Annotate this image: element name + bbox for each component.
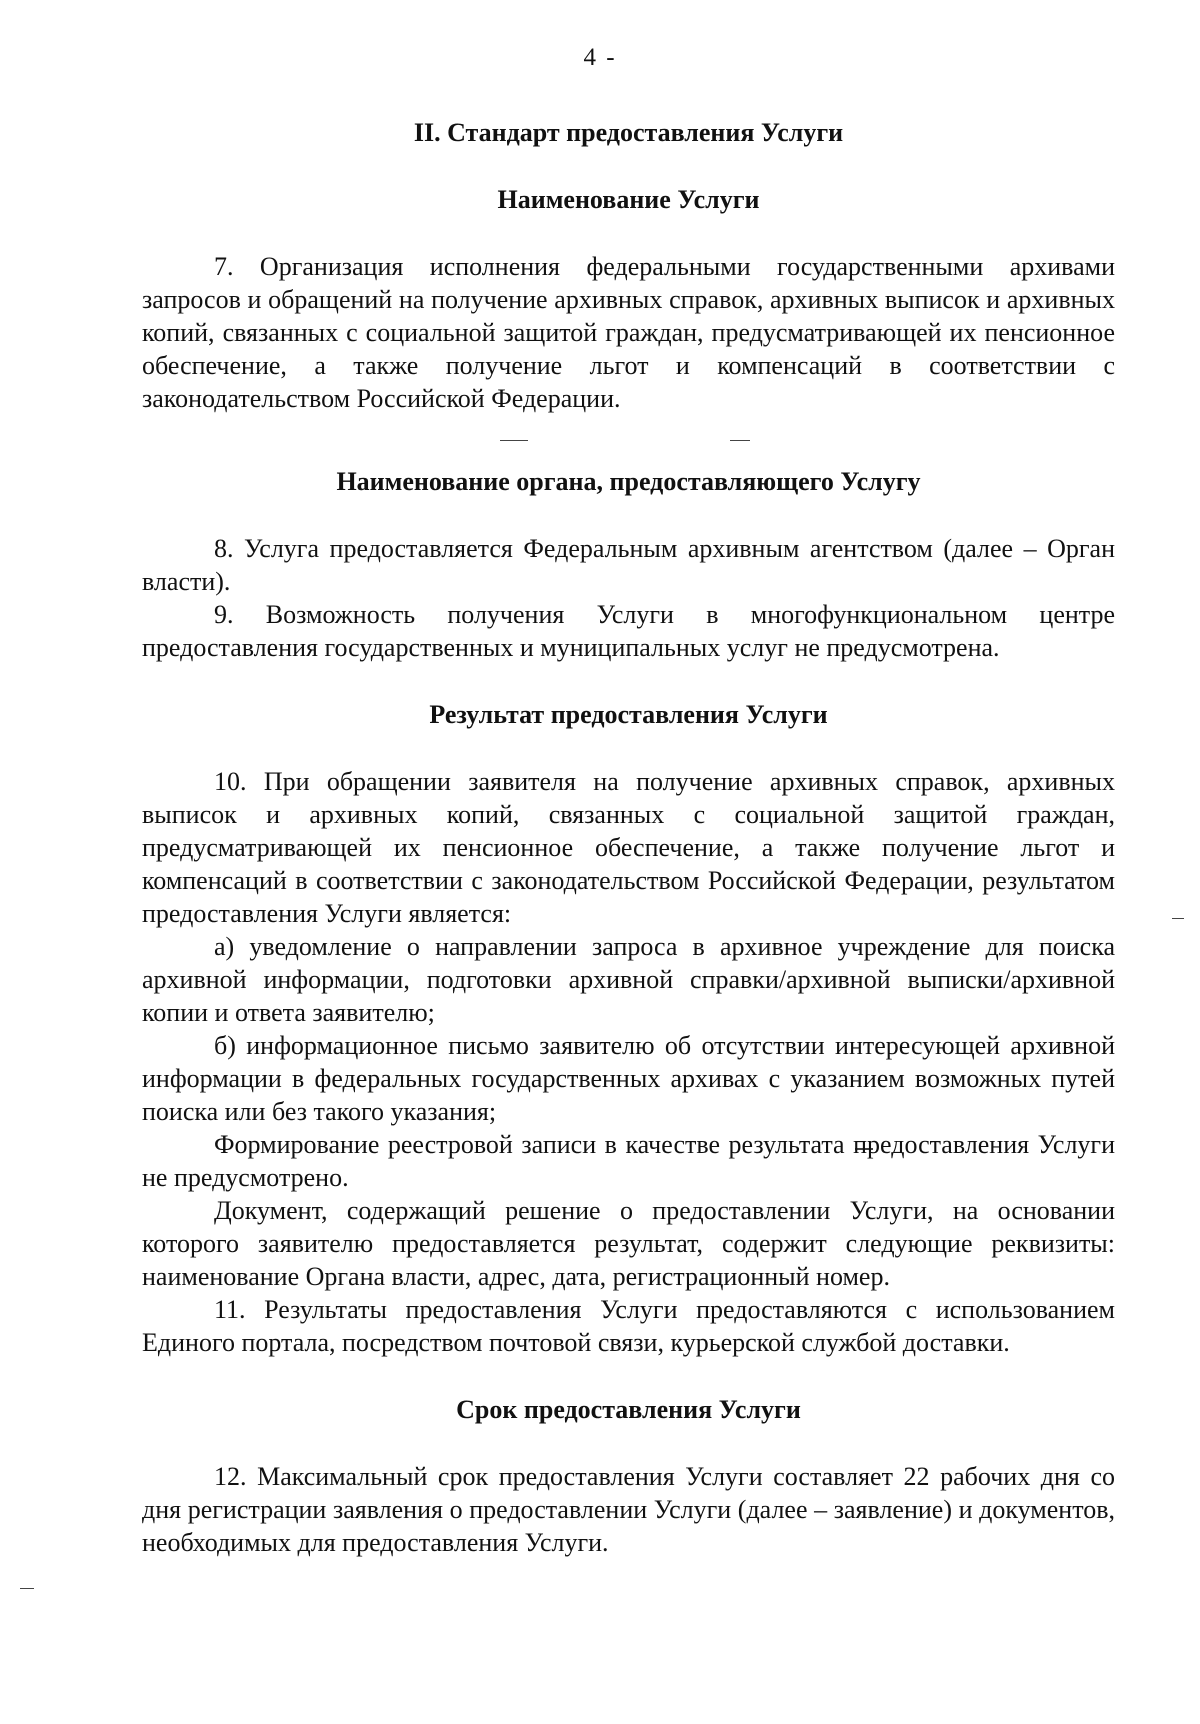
section-title: Наименование Услуги xyxy=(497,185,760,214)
section-title: Результат предоставления Услуги xyxy=(429,700,828,729)
section-title: Наименование органа, предоставляющего Услугу xyxy=(336,467,921,496)
paragraph: 11. Результаты предоставления Услуги предоставляются с использованием Единого портала, посредством почтовой связи, курьерской службой доставки. xyxy=(142,1295,1115,1357)
paragraph: 9. Возможность получения Услуги в многофункциональном центре предоставления государственных и муниципальных услуг не предусмотрена. xyxy=(142,600,1115,662)
page-number: 4 - xyxy=(583,44,617,71)
section-title: Срок предоставления Услуги xyxy=(456,1395,801,1424)
paragraph: а) уведомление о направлении запроса в архивное учреждение для поиска архивной информации, подготовки архивной справки/архивной выписки/архивной копии и ответа заявителю; xyxy=(142,932,1115,1027)
paragraph: Документ, содержащий решение о предоставлении Услуги, на основании которого заявителю предоставляется результат, содержит следующие реквизиты: наименование Органа власти, адрес, дата, регистрационный номер. xyxy=(142,1196,1115,1291)
chapter-title: II. Стандарт предоставления Услуги xyxy=(413,118,844,147)
paragraph: б) информационное письмо заявителю об отсутствии интересующей архивной информации в федеральных государственных архивах с указанием возможных путей поиска или без такого указания; xyxy=(142,1031,1115,1126)
paragraph: 10. При обращении заявителя на получение архивных справок, архивных выписок и архивных копий, связанных с социальной защитой граждан, предусматривающей их пенсионное обеспечение, а также получение льгот и компенсаций в соответствии с законодательством Российской Федерации, результатом предоставления Услуги является: xyxy=(142,767,1115,928)
scan-mark xyxy=(1172,918,1184,919)
document-body xyxy=(142,116,1115,1559)
paragraph: Формирование реестровой записи в качестве результата предоставления Услуги не предусмотрено. xyxy=(142,1130,1115,1192)
scan-mark xyxy=(20,1588,34,1589)
paragraph: 7. Организация исполнения федеральными государственными архивами запросов и обращений на получение архивных справок, архивных выписок и архивных копий, связанных с социальной защитой граждан, предусматривающей их пенсионное обеспечение, а также получение льгот и компенсаций в соответствии с законодательством Российской Федерации. xyxy=(142,252,1115,413)
paragraph: 12. Максимальный срок предоставления Услуги составляет 22 рабочих дня со дня регистрации заявления о предоставлении Услуги (далее – заявление) и документов, необходимых для предоставления Услуги. xyxy=(142,1462,1115,1557)
paragraph: 8. Услуга предоставляется Федеральным архивным агентством (далее – Орган власти). xyxy=(142,534,1115,596)
